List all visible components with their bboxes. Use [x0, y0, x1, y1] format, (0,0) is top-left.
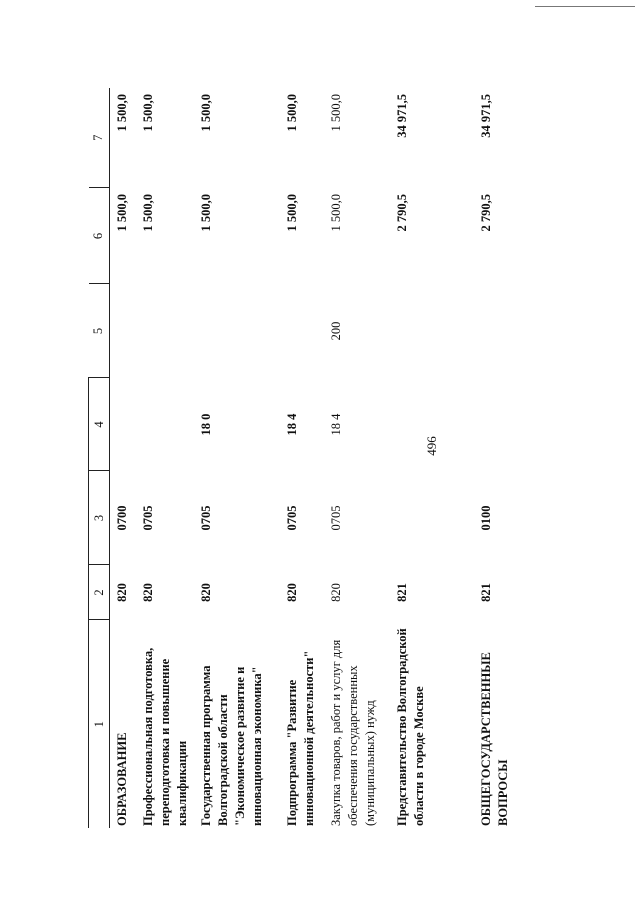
cell-col5	[284, 284, 328, 378]
row-name: Подпрограмма "Развитие инновационной деятельности"	[285, 650, 316, 826]
cell-col4: 18 4	[329, 413, 343, 436]
cell-col5: 200	[329, 321, 343, 341]
row-name: Закупка товаров, работ и услуг для обеспечения государственных (муниципальных) нужд	[329, 639, 377, 826]
header-cell: 4	[89, 378, 110, 471]
cell-col6: 2 790,5	[479, 194, 493, 232]
cell-col6: 1 500,0	[115, 194, 129, 232]
cell-col3: 0700	[115, 505, 129, 531]
cell-col5	[140, 284, 198, 378]
cell-col3: 0705	[329, 505, 343, 531]
cell-col6: 1 500,0	[199, 194, 213, 232]
cell-col5	[110, 284, 141, 378]
cell-col3	[390, 471, 474, 565]
cell-col2: 820	[141, 583, 155, 602]
cell-col2: 820	[329, 583, 343, 602]
cell-col4: 18 0	[199, 413, 213, 436]
cell-col2: 820	[199, 583, 213, 602]
cell-col3: 0705	[199, 505, 213, 531]
cell-col7: 34 971,5	[479, 94, 493, 138]
table-row	[110, 88, 141, 828]
cell-col6: 1 500,0	[329, 194, 343, 232]
cell-col5	[474, 284, 536, 378]
table-row	[284, 88, 328, 828]
cell-col7: 1 500,0	[285, 94, 299, 132]
row-name: Представительство Волгоградской области в городе Москве	[395, 628, 426, 826]
cell-col3: 0705	[141, 505, 155, 531]
row-name: ОБЩЕГОСУДАРСТВЕННЫЕ ВОПРОСЫ	[479, 652, 510, 826]
cell-col2: 820	[285, 583, 299, 602]
cell-col2: 821	[479, 583, 493, 602]
header-cell: 3	[89, 471, 110, 565]
cell-col4	[474, 378, 536, 471]
row-name: Профессиональная подготовка, переподготовка и повышение квалификации	[141, 647, 189, 826]
header-cell: 2	[89, 565, 110, 620]
cell-col7: 1 500,0	[199, 94, 213, 132]
cell-col7: 34 971,5	[395, 94, 409, 138]
cell-col2: 821	[395, 583, 409, 602]
cell-col5	[390, 284, 474, 378]
table-header-row	[89, 88, 110, 828]
table-row	[474, 88, 536, 828]
cell-col3: 0100	[479, 505, 493, 531]
row-name: Государственная программа Волгоградской области "Экономическое развитие и инновационная экономика"	[199, 665, 264, 826]
rotated-table-container	[88, 88, 528, 828]
cell-col7: 1 500,0	[141, 94, 155, 132]
budget-table	[88, 88, 536, 828]
cell-col7: 1 500,0	[115, 94, 129, 132]
header-cell: 1	[89, 620, 110, 828]
cell-col6: 2 790,5	[395, 194, 409, 232]
cell-col4	[140, 378, 198, 471]
table-row	[328, 88, 390, 828]
cell-col2: 820	[115, 583, 129, 602]
cell-col7: 1 500,0	[329, 94, 343, 132]
cell-col6: 1 500,0	[141, 194, 155, 232]
header-cell: 6	[89, 188, 110, 284]
cell-col6: 1 500,0	[285, 194, 299, 232]
cell-col3: 0705	[285, 505, 299, 531]
cell-col4	[110, 378, 141, 471]
page-number: 496	[424, 436, 439, 456]
table-row	[140, 88, 198, 828]
cell-col4	[390, 378, 474, 471]
table-row	[390, 88, 474, 828]
header-cell: 5	[89, 284, 110, 378]
header-cell: 7	[89, 88, 110, 188]
cell-col5	[198, 284, 284, 378]
row-name: ОБРАЗОВАНИЕ	[115, 732, 129, 826]
cell-col4: 18 4	[285, 413, 299, 436]
top-rule	[535, 6, 635, 7]
table-row	[198, 88, 284, 828]
